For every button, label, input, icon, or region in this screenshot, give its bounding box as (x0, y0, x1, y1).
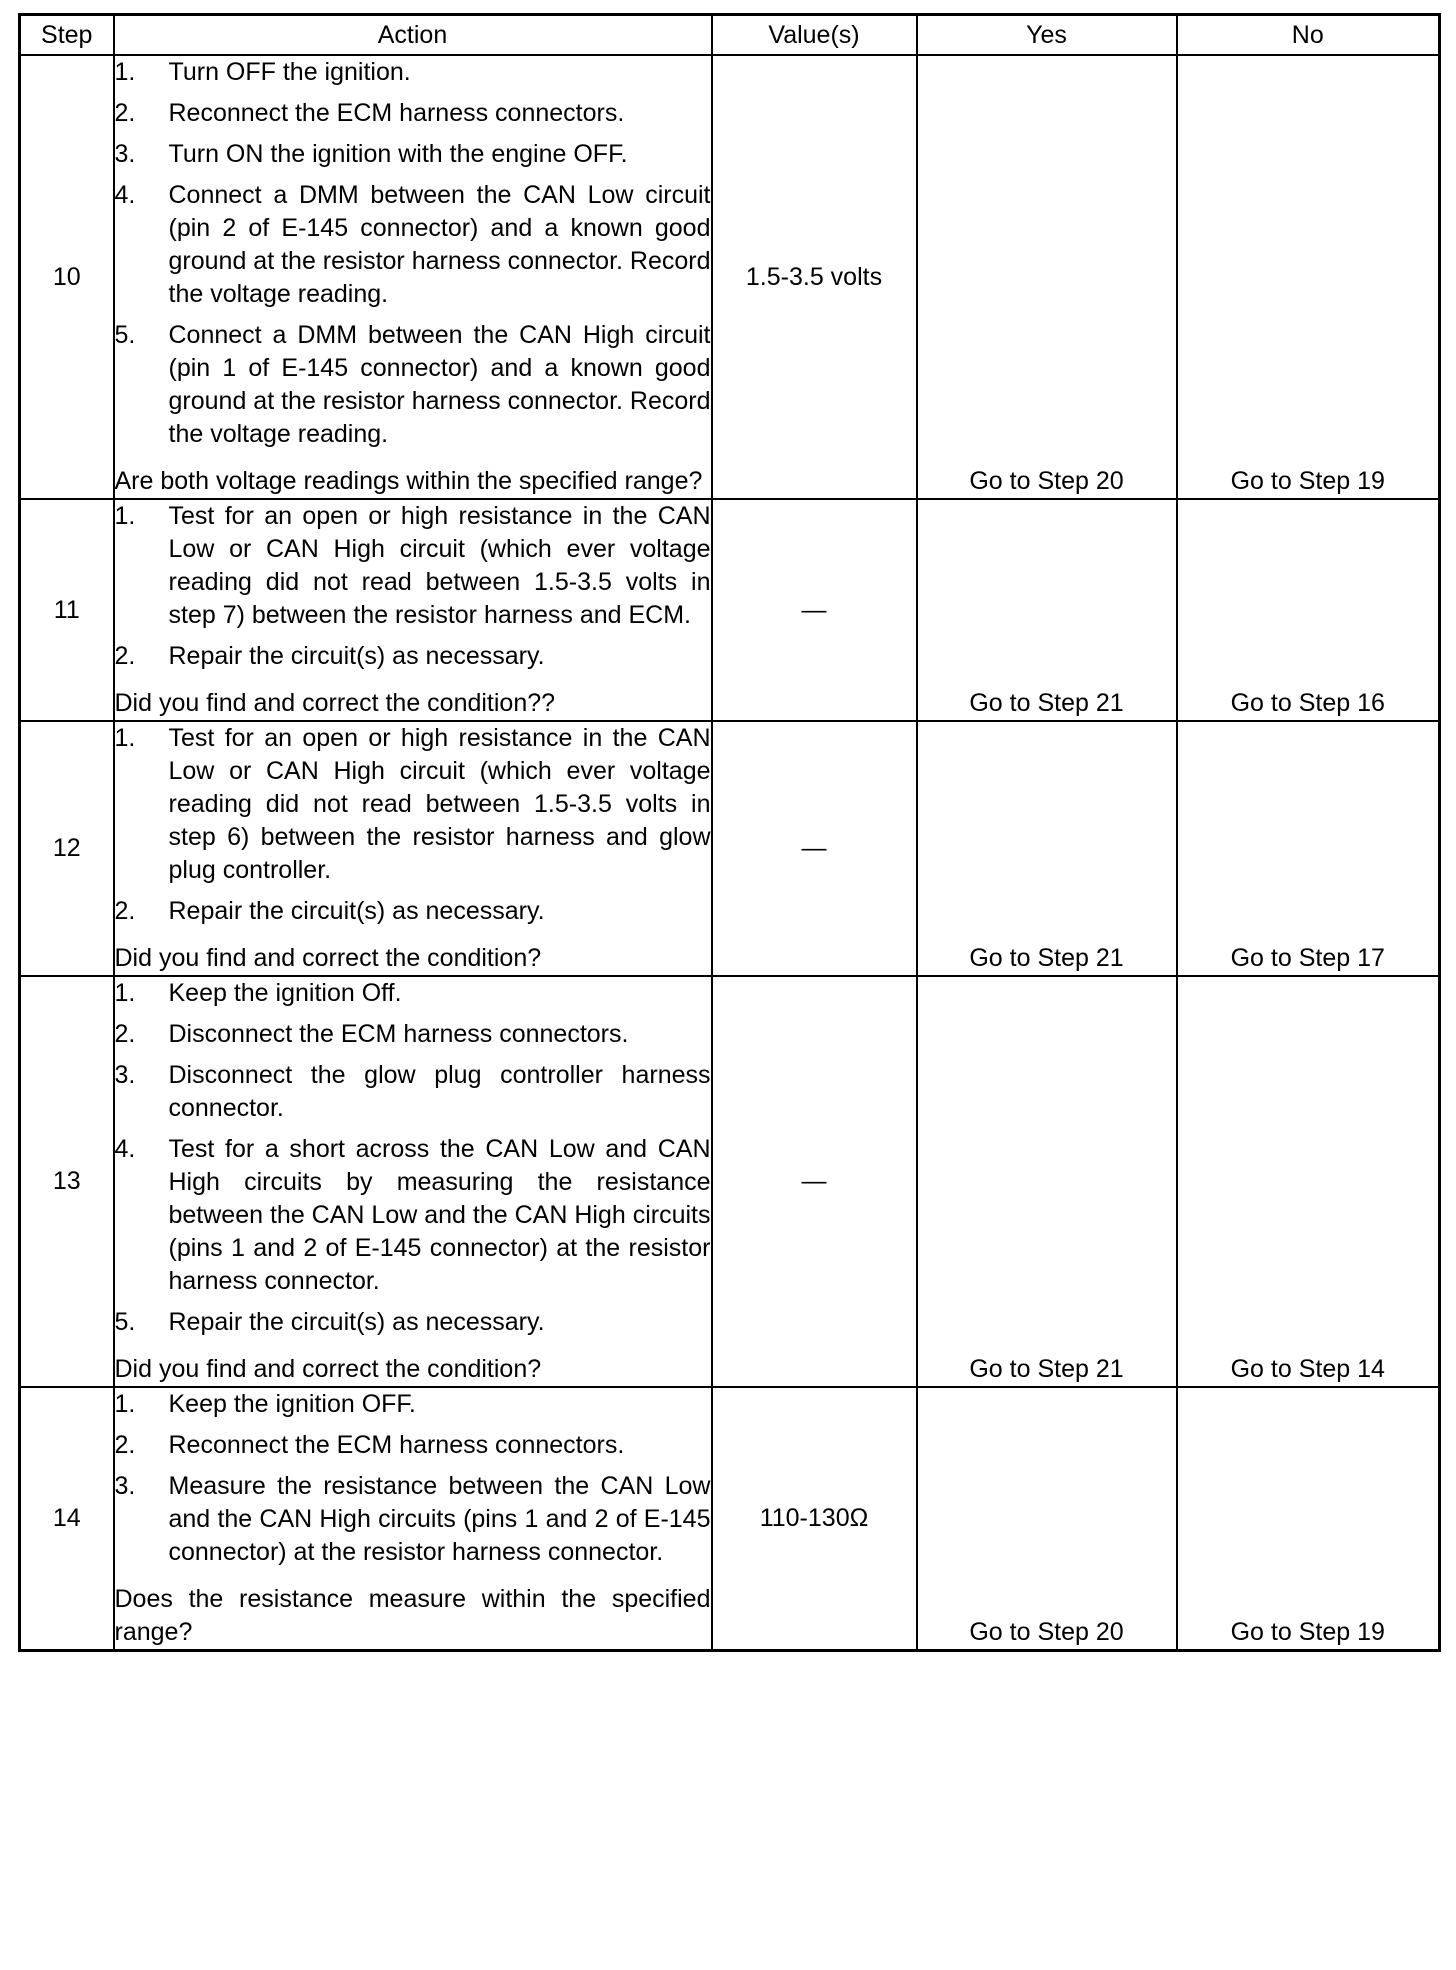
action-item-number: 1. (114, 502, 136, 530)
step-number: 12 (20, 721, 114, 976)
value-cell: 1.5-3.5 volts (712, 55, 917, 499)
action-item-text: Repair the circuit(s) as necessary. (168, 642, 545, 670)
action-cell (114, 499, 712, 721)
action-item (115, 1133, 711, 1298)
action-item (115, 977, 711, 1010)
yes-cell: Go to Step 20 (917, 55, 1177, 499)
action-item-number: 2. (114, 897, 136, 925)
action-cell (114, 1387, 712, 1651)
action-item-text: Turn ON the ignition with the engine OFF. (168, 140, 628, 168)
yes-cell: Go to Step 20 (917, 1387, 1177, 1651)
action-item (115, 179, 711, 311)
action-item (115, 640, 711, 673)
action-item-text: Connect a DMM between the CAN High circuit (pin 1 of E-145 connector) and a known good ground at the resistor harness connector. Record the voltage reading. (168, 321, 711, 448)
action-item (115, 1429, 711, 1462)
table-row (20, 55, 1440, 499)
action-question: Did you find and correct the condition?? (114, 689, 556, 717)
action-item-text: Repair the circuit(s) as necessary. (168, 897, 545, 925)
no-cell: Go to Step 19 (1177, 55, 1440, 499)
header-row (20, 15, 1440, 56)
action-question: Are both voltage readings within the specified range? (114, 467, 703, 495)
action-item (115, 500, 711, 632)
table-row (20, 499, 1440, 721)
action-item-text: Test for an open or high resistance in the CAN Low or CAN High circuit (which ever voltage reading did not read between 1.5-3.5 volts in step 7) between the resistor harness and ECM. (168, 502, 711, 629)
header-step: Step (20, 15, 114, 56)
action-list (115, 500, 711, 673)
value-cell: — (712, 499, 917, 721)
action-item (115, 722, 711, 887)
action-item-text: Disconnect the ECM harness connectors. (168, 1020, 629, 1048)
action-item (115, 97, 711, 130)
yes-cell: Go to Step 21 (917, 721, 1177, 976)
action-item-number: 1. (114, 724, 136, 752)
action-item-text: Disconnect the glow plug controller harness connector. (168, 1061, 711, 1122)
action-list (115, 722, 711, 928)
action-item-text: Test for a short across the CAN Low and CAN High circuits by measuring the resistance between the CAN Low and the CAN High circuits (pins 1 and 2 of E-145 connector) at the resistor harness connector. (168, 1135, 711, 1295)
step-number: 11 (20, 499, 114, 721)
table-body (20, 55, 1440, 1651)
action-item-number: 2. (114, 99, 136, 127)
yes-cell: Go to Step 21 (917, 976, 1177, 1387)
action-cell (114, 55, 712, 499)
step-number: 10 (20, 55, 114, 499)
no-cell: Go to Step 16 (1177, 499, 1440, 721)
action-question: Did you find and correct the condition? (114, 1355, 542, 1383)
action-item-number: 2. (114, 1431, 136, 1459)
action-item-number: 1. (114, 1390, 136, 1418)
action-item-text: Repair the circuit(s) as necessary. (168, 1308, 545, 1336)
action-item (115, 895, 711, 928)
action-item (115, 1470, 711, 1569)
action-item-number: 4. (114, 1135, 136, 1163)
yes-cell: Go to Step 21 (917, 499, 1177, 721)
action-item-text: Keep the ignition Off. (168, 979, 402, 1007)
action-item-text: Reconnect the ECM harness connectors. (168, 1431, 625, 1459)
action-list (115, 977, 711, 1339)
action-item-number: 1. (114, 979, 136, 1007)
value-cell: 110-130Ω (712, 1387, 917, 1651)
header-action: Action (114, 15, 712, 56)
action-item (115, 1388, 711, 1421)
action-cell (114, 721, 712, 976)
action-item-number: 4. (114, 181, 136, 209)
table-row (20, 976, 1440, 1387)
action-item (115, 1018, 711, 1051)
action-item-text: Keep the ignition OFF. (168, 1390, 416, 1418)
action-item-text: Turn OFF the ignition. (168, 58, 411, 86)
action-question: Does the resistance measure within the specified range? (114, 1585, 711, 1646)
diagnostic-table (18, 13, 1441, 1652)
action-list (115, 56, 711, 451)
table-row (20, 1387, 1440, 1651)
value-cell: — (712, 976, 917, 1387)
action-item-number: 1. (114, 58, 136, 86)
action-question: Did you find and correct the condition? (114, 944, 542, 972)
action-item-text: Test for an open or high resistance in the CAN Low or CAN High circuit (which ever voltage reading did not read between 1.5-3.5 volts in step 6) between the resistor harness and glow plug controller. (168, 724, 711, 884)
action-item-text: Connect a DMM between the CAN Low circuit (pin 2 of E-145 connector) and a known good ground at the resistor harness connector. Record the voltage reading. (168, 181, 711, 308)
action-item (115, 138, 711, 171)
header-yes: Yes (917, 15, 1177, 56)
action-item-number: 3. (114, 140, 136, 168)
action-item-text: Measure the resistance between the CAN Low and the CAN High circuits (pins 1 and 2 of E-145 connector) at the resistor harness connector. (168, 1472, 711, 1566)
action-item-number: 5. (114, 1308, 136, 1336)
no-cell: Go to Step 14 (1177, 976, 1440, 1387)
header-no: No (1177, 15, 1440, 56)
action-item-number: 3. (114, 1472, 136, 1500)
action-item-number: 2. (114, 642, 136, 670)
header-values: Value(s) (712, 15, 917, 56)
action-item (115, 1306, 711, 1339)
action-item-number: 3. (114, 1061, 136, 1089)
action-item-text: Reconnect the ECM harness connectors. (168, 99, 625, 127)
no-cell: Go to Step 19 (1177, 1387, 1440, 1651)
step-number: 13 (20, 976, 114, 1387)
action-item (115, 319, 711, 451)
action-item (115, 1059, 711, 1125)
action-cell (114, 976, 712, 1387)
action-item-number: 2. (114, 1020, 136, 1048)
action-item-number: 5. (114, 321, 136, 349)
step-number: 14 (20, 1387, 114, 1651)
value-cell: — (712, 721, 917, 976)
no-cell: Go to Step 17 (1177, 721, 1440, 976)
action-list (115, 1388, 711, 1569)
action-item (115, 56, 711, 89)
table-row (20, 721, 1440, 976)
